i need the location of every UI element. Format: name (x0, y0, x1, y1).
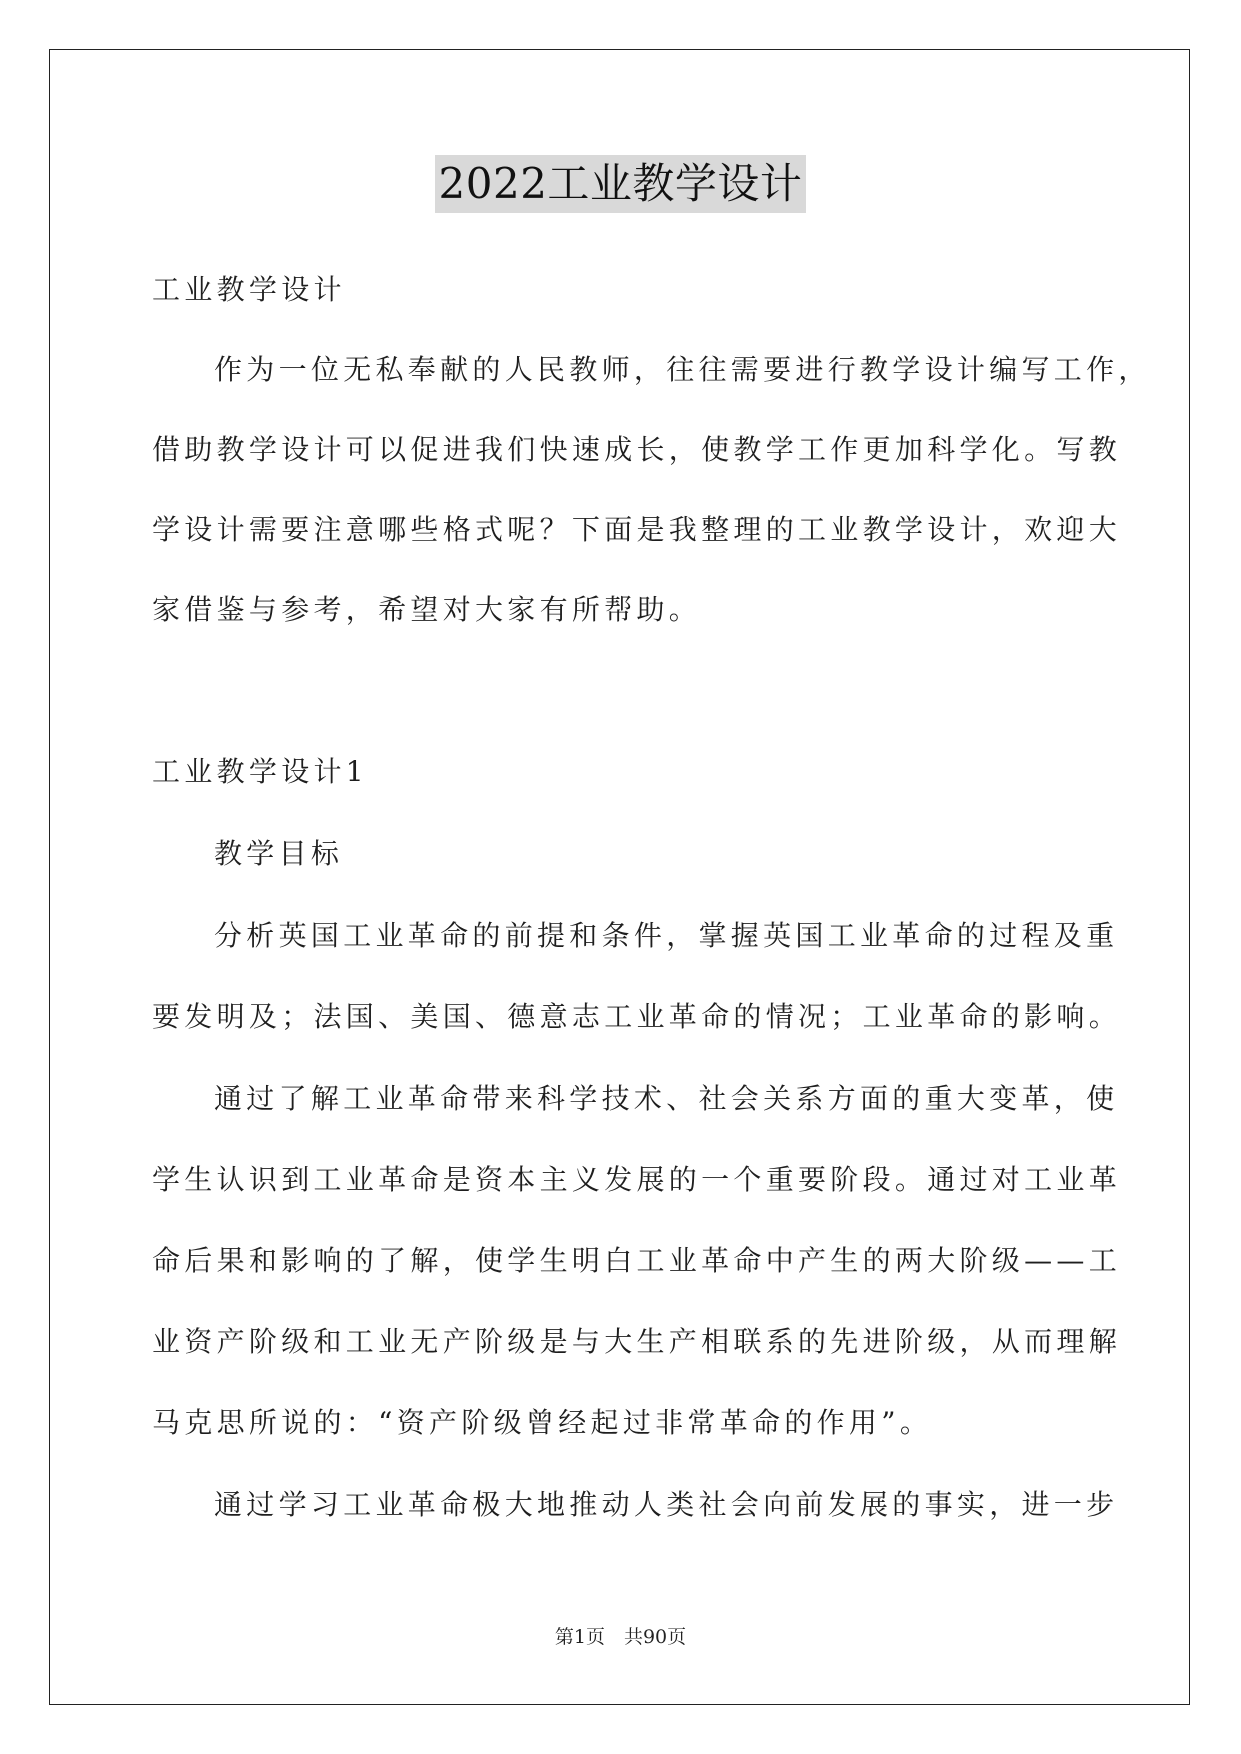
paragraph-line: 学设计需要注意哪些格式呢？下面是我整理的工业教学设计，欢迎大 (152, 513, 1122, 546)
section-heading: 工业教学设计1 (152, 755, 368, 788)
intro-heading: 工业教学设计 (152, 273, 346, 306)
paragraph-line: 家借鉴与参考，希望对大家有所帮助。 (152, 593, 702, 626)
subsection-heading: 教学目标 (214, 837, 344, 870)
page-number-footer: 第1页 共90页 (554, 1626, 687, 1648)
title-container (0, 155, 1241, 213)
paragraph-line: 要发明及；法国、美国、德意志工业革命的情况；工业革命的影响。 (152, 1000, 1122, 1033)
paragraph-line: 分析英国工业革命的前提和条件，掌握英国工业革命的过程及重 (214, 919, 1119, 952)
paragraph-line: 通过了解工业革命带来科学技术、社会关系方面的重大变革，使 (214, 1082, 1119, 1115)
paragraph-line: 业资产阶级和工业无产阶级是与大生产相联系的先进阶级，从而理解 (152, 1325, 1122, 1358)
paragraph-line: 作为一位无私奉献的人民教师，往往需要进行教学设计编写工作， (214, 353, 1151, 386)
paragraph-line: 命后果和影响的了解，使学生明白工业革命中产生的两大阶级——工 (152, 1244, 1122, 1277)
document-title: 2022工业教学设计 (435, 155, 807, 213)
paragraph-line: 马克思所说的：“资产阶级曾经起过非常革命的作用”。 (152, 1406, 933, 1439)
paragraph-line: 学生认识到工业革命是资本主义发展的一个重要阶段。通过对工业革 (152, 1163, 1122, 1196)
paragraph-line: 通过学习工业革命极大地推动人类社会向前发展的事实，进一步 (214, 1488, 1119, 1521)
paragraph-line: 借助教学设计可以促进我们快速成长，使教学工作更加科学化。写教 (152, 433, 1122, 466)
